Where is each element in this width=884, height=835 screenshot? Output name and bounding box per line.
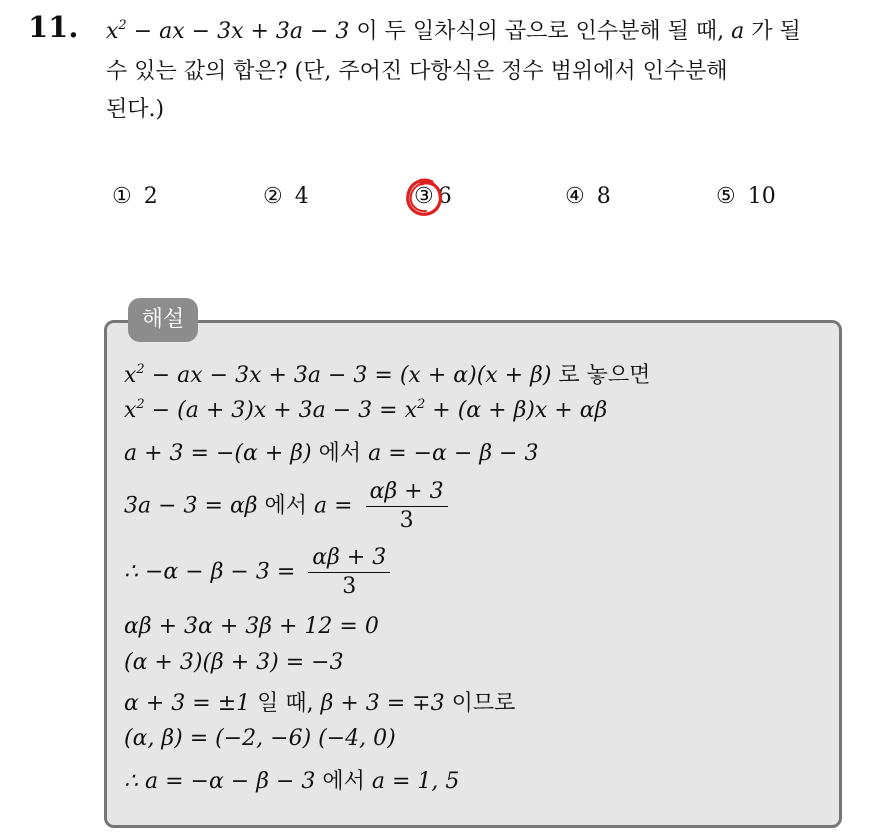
solution-label: 해설 [128,298,198,342]
solution-math: 3a − 3 = αβ [124,493,258,519]
question-line-1 [106,14,801,45]
solution-fraction: $\frac{\alpha\beta + 3}{3}$ [366,478,448,535]
solution-math: a + 3 = −(α + β) [124,441,312,466]
question-line-3: 된다.) [106,97,165,122]
solution-math: ∴ −α − β − 3 = [124,559,296,585]
solution-math: ∴ a = −α − β − 3 [124,769,316,794]
question-expression: $x^2$ − ax − 3x + 3a − 3 [106,18,350,44]
solution-math: a = −α − β − 3 [368,441,539,466]
option-1[interactable] [112,184,158,209]
question-line-2: 수 있는 값의 합은? (단, 주어진 다항식은 정수 범위에서 인수분해 [106,59,728,84]
solution-text: 에서 [318,441,362,466]
option-marker: ① [112,184,132,209]
solution-math: a = 1, 5 [371,769,460,794]
option-value: 4 [294,184,309,209]
solution-text: 에서 [264,493,308,519]
solution-line-6: αβ + 3α + 3β + 12 = 0 [124,614,379,639]
solution-math: β + 3 = ∓3 [320,691,445,716]
option-marker: ② [263,184,283,209]
solution-text: 로 놓으면 [558,363,651,388]
solution-line-5 [124,544,390,601]
option-marker: ④ [565,184,585,209]
answer-circle-mark [402,175,446,219]
solution-line-9: (α, β) = (−2, −6) (−4, 0) [124,726,396,751]
option-value: 8 [596,184,611,209]
solution-fraction: $\frac{\alpha\beta + 3}{3}$ [308,544,390,601]
option-4[interactable] [565,184,611,209]
option-2[interactable] [263,184,309,209]
question-text-1-end: 가 될 [751,19,801,44]
question-text-1: 이 두 일차식의 곱으로 인수분해 될 때, [356,19,725,44]
solution-line-2: $x^2 - (a + 3)x + 3a - 3 = x^2 + (\alpha + \beta)x + \alpha\beta$ [124,397,608,423]
solution-math: a = [314,493,353,519]
solution-line-4 [124,478,448,535]
solution-line-7: (α + 3)(β + 3) = −3 [124,650,344,675]
solution-line-10 [124,764,459,795]
option-5[interactable] [716,184,776,209]
solution-text: 일 때, [257,691,314,716]
solution-line-8 [124,686,515,717]
solution-text: 에서 [322,769,365,794]
option-marker: ③ [414,184,434,209]
question-variable: a [731,19,745,44]
question-number: 11. [28,10,79,44]
option-value: 2 [143,184,158,209]
option-value: 6 [437,184,452,209]
option-value: 10 [747,184,776,209]
option-marker: ⑤ [716,184,736,209]
solution-line-1: $x^2$ − ax − 3x + 3a − 3 = (x + α)(x + β) 로 놓으면 [124,362,651,388]
solution-text: 이므로 [451,691,516,716]
solution-math: α + 3 = ±1 [124,691,251,716]
solution-line-3 [124,436,538,467]
